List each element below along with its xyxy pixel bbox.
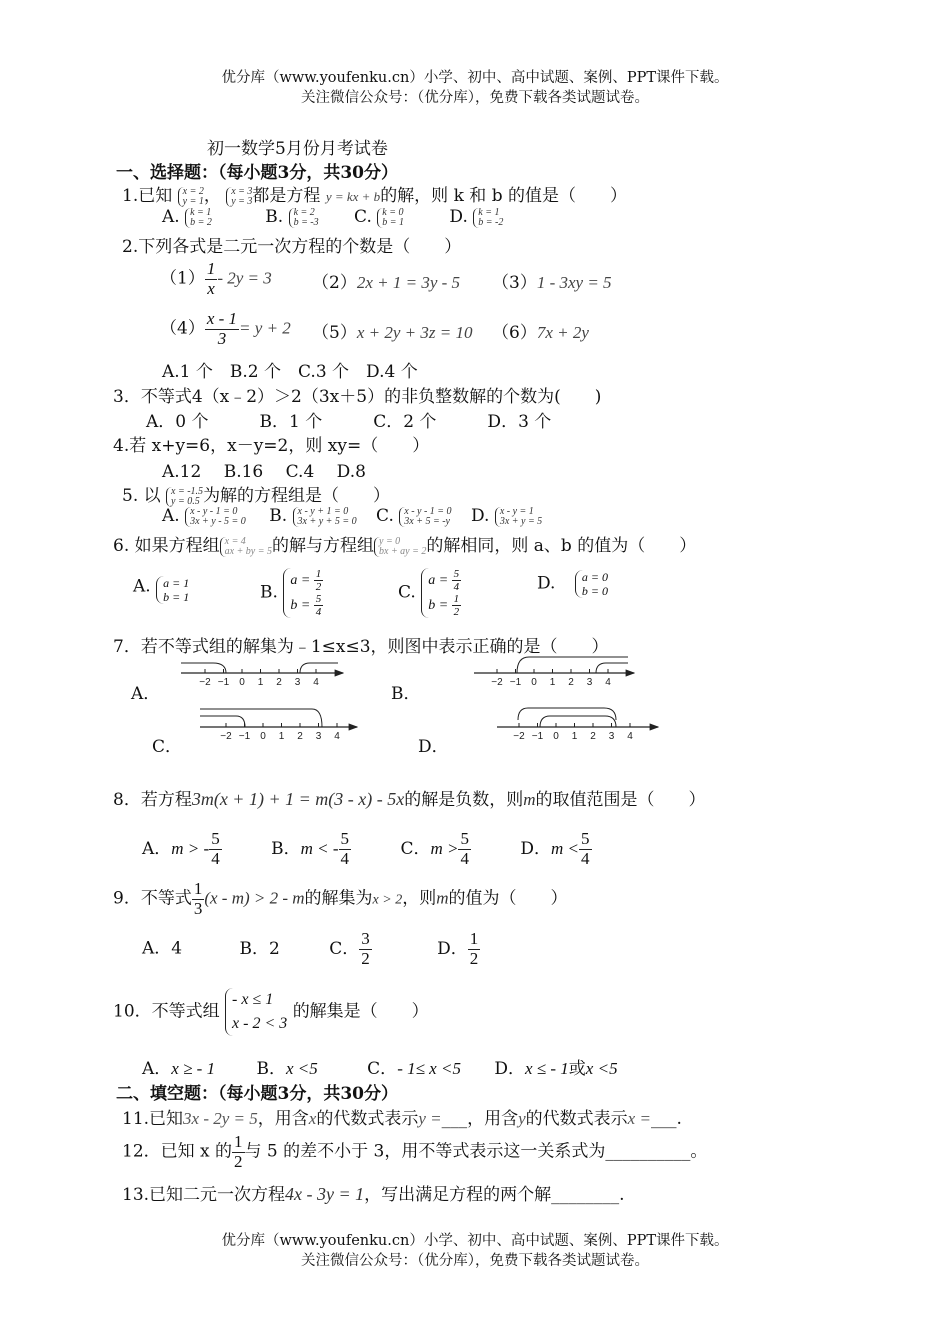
q6-option-a[interactable]: A. a = 1 b = 1 bbox=[133, 576, 190, 604]
question-12: 12．已知 x 的 $\frac{1}{2}$ 与 5 的差不小于 3，用不等式表示这一关系式为__________。 bbox=[122, 1132, 708, 1171]
header-line-2: 关注微信公众号：（优分库），免费下载各类试题试卷。 bbox=[301, 90, 649, 106]
q8-option-d[interactable]: D．m < $\frac{5}{4}$ bbox=[520, 829, 590, 868]
question-1: 1.已知 x = 2 y = 1 ， x = 3 y = 3 都是方程 y = kx + b的解，则 k 和 b 的值是（ ） bbox=[122, 185, 627, 207]
question-7-stem: 7．若不等式组的解集为﹣1≤x≤3，则图中表示正确的是（ ） bbox=[113, 637, 609, 657]
q10-option-a[interactable]: A．x ≥ - 1 bbox=[142, 1059, 216, 1079]
question-9: 9．不等式 $\frac{1}{3}$ (x - m) > 2 - m的解集为x > 2，则m的值为（ ） bbox=[113, 879, 568, 918]
q9-option-a[interactable]: A．4 bbox=[142, 938, 183, 959]
q2-item-2: （2）2x + 1 = 3y - 5 bbox=[312, 273, 461, 293]
question-6: 6. 如果方程组 x = 4 ax + by = 5 的解与方程组 y = 0 bx + ay = 2 的解相同，则 a、b 的值为（ ） bbox=[113, 535, 697, 557]
tick-label: 2 bbox=[568, 677, 574, 688]
q8-option-b[interactable]: B．m < - $\frac{5}{4}$ bbox=[271, 829, 350, 868]
q7-label-b[interactable]: B． bbox=[391, 684, 421, 704]
tick-label: 0 bbox=[239, 677, 245, 688]
tick-label: −2 bbox=[199, 677, 211, 688]
tick-label: 1 bbox=[549, 677, 556, 688]
q7-label-d[interactable]: D． bbox=[418, 737, 449, 757]
number-line-d bbox=[497, 708, 658, 742]
tick-label: −1 bbox=[217, 677, 230, 688]
question-3-stem: 3．不等式4（x﹣2）＞2（3x＋5）的非负整数解的个数为( ) bbox=[113, 387, 602, 407]
tick-label: 3 bbox=[608, 731, 615, 742]
q1-option-b[interactable]: B. k = 2 b = -3 bbox=[265, 206, 319, 228]
question-2-stem: 2.下列各式是二元一次方程的个数是（ ） bbox=[122, 237, 462, 257]
q2-item-6: （6）7x + 2y bbox=[492, 323, 589, 343]
q2-item-5: （5）x + 2y + 3z = 10 bbox=[312, 323, 473, 343]
tick-label: 2 bbox=[590, 731, 596, 742]
tick-label: 1 bbox=[257, 677, 264, 688]
q8-options bbox=[142, 830, 592, 868]
q10-option-b[interactable]: B．x <5 bbox=[256, 1059, 318, 1079]
q6-option-c[interactable]: C. a = $\frac{5}{4}$ b = $\frac{1}{2}$ bbox=[398, 568, 460, 619]
q1-option-c[interactable]: C. k = 0 b = 1 bbox=[354, 206, 405, 228]
q2-item-3: （3）1 - 3xy = 5 bbox=[492, 273, 612, 293]
q9-options bbox=[142, 930, 480, 968]
q8-option-a[interactable]: A．m > - $\frac{5}{4}$ bbox=[142, 829, 220, 868]
q5-option-d[interactable]: D. x - y = 1 3x + y = 5 bbox=[470, 505, 543, 527]
tick-label: −2 bbox=[491, 677, 503, 688]
tick-label: 4 bbox=[313, 677, 319, 688]
tick-label: 2 bbox=[297, 731, 303, 742]
q10-options bbox=[142, 1054, 618, 1079]
q1-option-d[interactable]: D. k = 1 b = -2 bbox=[449, 206, 504, 228]
question-13: 13.已知二元一次方程4x - 3y = 1，写出满足方程的两个解________. bbox=[122, 1184, 625, 1205]
q8-option-c[interactable]: C．m > $\frac{5}{4}$ bbox=[400, 829, 469, 868]
footer-line-1: 优分库（www.youfenku.cn）小学、初中、高中试题、案例、PPT课件下载。 bbox=[221, 1233, 729, 1249]
tick-label: −1 bbox=[509, 677, 522, 688]
footer-line-2: 关注微信公众号：（优分库），免费下载各类试题试卷。 bbox=[301, 1253, 649, 1269]
q2-options[interactable]: A.1 个 B.2 个 C.3 个 D.4 个 bbox=[162, 362, 418, 382]
q7-label-a[interactable]: A． bbox=[131, 684, 161, 704]
q11-blank-2[interactable]: ___. bbox=[650, 1109, 682, 1129]
q6-option-d[interactable]: D. a = 0 b = 0 bbox=[537, 570, 608, 598]
q1-option-a[interactable]: A. k = 1 b = 2 bbox=[162, 206, 212, 228]
page-title: 初一数学5月份月考试卷 bbox=[207, 139, 388, 159]
tick-label: 1 bbox=[278, 731, 285, 742]
q6-option-b[interactable]: B. a = $\frac{1}{2}$ b = $\frac{5}{4}$ bbox=[260, 568, 322, 619]
tick-label: 3 bbox=[315, 731, 322, 742]
q1-system-1: x = 2 y = 1 bbox=[178, 187, 204, 207]
question-5: 5. 以 x = -1.5 y = 0.5 为解的方程组是（ ） bbox=[122, 485, 391, 507]
q2-item-1: （1） $\frac{1}{x}$ - 2y = 3 bbox=[160, 259, 272, 298]
tick-label: 4 bbox=[334, 731, 340, 742]
q13-blank[interactable]: ，写出满足方程的两个解________. bbox=[364, 1185, 625, 1205]
number-line-b bbox=[474, 657, 634, 688]
q9-option-b[interactable]: B．2 bbox=[239, 938, 280, 959]
tick-label: −1 bbox=[238, 731, 251, 742]
q5-option-c[interactable]: C. x - y - 1 = 0 3x + 5 = -y bbox=[376, 505, 452, 527]
q5-option-a[interactable]: A. x - y - 1 = 0 3x + y - 5 = 0 bbox=[162, 505, 246, 527]
q10-option-c[interactable]: C．- 1≤ x <5 bbox=[367, 1059, 461, 1079]
tick-label: 3 bbox=[586, 677, 593, 688]
q5-option-b[interactable]: B. x - y + 1 = 0 3x + y + 5 = 0 bbox=[269, 505, 357, 527]
q3-options[interactable]: A．0 个 B．1 个 C．2 个 D．3 个 bbox=[146, 412, 552, 432]
q2-item-4: （4） $\frac{x - 1}{3}$ = y + 2 bbox=[160, 309, 291, 348]
q12-blank[interactable]: 与 5 的差不小于 3，用不等式表示这一关系式为__________。 bbox=[244, 1141, 708, 1162]
section-1-heading: 一、选择题：（每小题3分，共30分） bbox=[116, 163, 398, 183]
tick-label: −2 bbox=[513, 731, 525, 742]
question-10: 10．不等式组 - x ≤ 1 x - 2 < 3 的解集是（ ） bbox=[113, 988, 429, 1036]
tick-label: 2 bbox=[276, 677, 282, 688]
q4-options[interactable]: A.12 B.16 C.4 D.8 bbox=[162, 462, 366, 482]
tick-label: 4 bbox=[605, 677, 611, 688]
q11-blank-1[interactable]: ___，用含 bbox=[441, 1109, 519, 1129]
q9-option-d[interactable]: D． $\frac{1}{2}$ bbox=[437, 929, 479, 968]
tick-label: −1 bbox=[531, 731, 544, 742]
section-2-heading: 二、填空题：（每小题3分，共30分） bbox=[116, 1084, 398, 1104]
q9-option-c[interactable]: C． $\frac{3}{2}$ bbox=[329, 929, 370, 968]
tick-label: 3 bbox=[294, 677, 301, 688]
tick-label: 4 bbox=[627, 731, 633, 742]
question-8: 8．若方程3m(x + 1) + 1 = m(3 - x) - 5x的解是负数，则m的取值范围是（ ） bbox=[113, 789, 706, 810]
number-line-c bbox=[200, 709, 357, 742]
number-line-a bbox=[181, 663, 343, 688]
question-11: 11.已知3x - 2y = 5，用含x的代数式表示y =___，用含y的代数式表示x =___. bbox=[122, 1109, 682, 1129]
tick-label: −2 bbox=[220, 731, 232, 742]
q10-option-d[interactable]: D．x ≤ - 1或x <5 bbox=[494, 1059, 618, 1079]
q7-label-c[interactable]: C． bbox=[152, 737, 183, 757]
tick-label: 0 bbox=[553, 731, 559, 742]
tick-label: 1 bbox=[571, 731, 578, 742]
q1-system-2: x = 3 y = 3 bbox=[226, 187, 252, 207]
header-line-1: 优分库（www.youfenku.cn）小学、初中、高中试题、案例、PPT课件下载。 bbox=[221, 70, 729, 86]
tick-label: 0 bbox=[260, 731, 266, 742]
question-4-stem: 4.若 x+y=6，x－y=2，则 xy=（ ） bbox=[113, 436, 430, 456]
tick-label: 0 bbox=[531, 677, 537, 688]
